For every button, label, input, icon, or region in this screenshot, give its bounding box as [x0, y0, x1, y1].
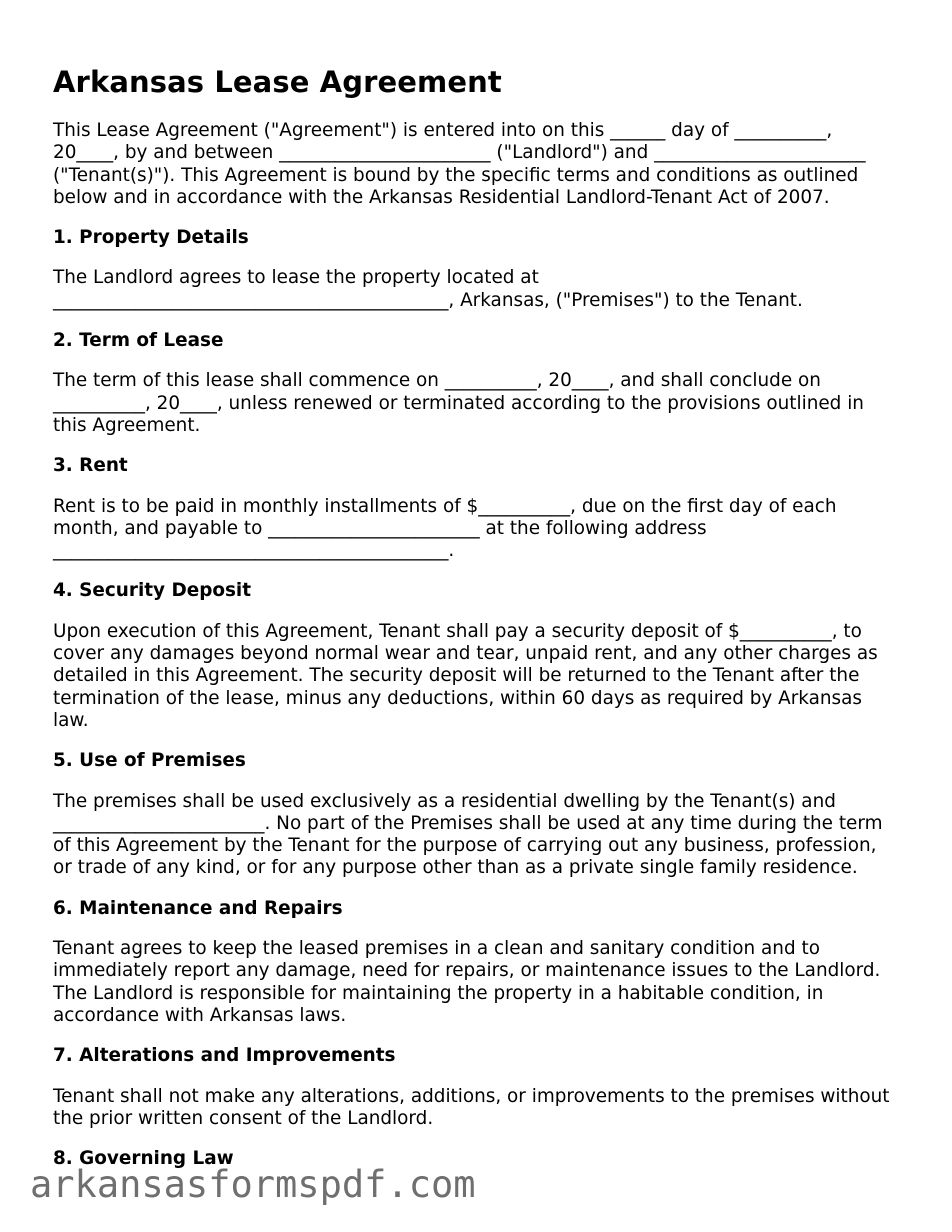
section-body-property-details: The Landlord agrees to lease the property located at ___________________________________________, Arkansas, ("Premises") to the Tenant. — [53, 267, 803, 311]
section-body-term-of-lease: The term of this lease shall commence on __________, 20____, and shall conclude on __________, 20____, unless renewed or terminated according to the provisions outlined in this Agreement. — [53, 370, 864, 436]
watermark-text: arkansasformspdf.com — [30, 1163, 476, 1206]
section-heading-property-details: 1. Property Details — [53, 227, 249, 249]
section-body-use-of-premises: The premises shall be used exclusively as a residential dwelling by the Tenant(s) and _______________________. No part of the Premises shall be used at any time during the term of this Agreement by the Tenant for the purpose of carrying out any business, profession, or trade of any kind, or for any purpose other than as a private single family residence. — [53, 790, 883, 879]
section-heading-maintenance-and-repairs: 6. Maintenance and Repairs — [53, 897, 343, 919]
section-heading-alterations: 7. Alterations and Improvements — [53, 1045, 396, 1067]
section-heading-security-deposit: 4. Security Deposit — [53, 580, 252, 602]
section-body-alterations: Tenant shall not make any alterations, additions, or improvements to the premises without the prior written consent of the Landlord. — [53, 1085, 890, 1129]
section-body-rent: Rent is to be paid in monthly installments of $__________, due on the first day of each month, and payable to _______________________ at the following address ___________________________________________. — [53, 495, 837, 562]
section-body-security-deposit: Upon execution of this Agreement, Tenant shall pay a security deposit of $__________, to cover any damages beyond normal wear and tear, unpaid rent, and any other charges as detailed in this Agreement. The security deposit will be returned to the Tenant after the termination of the lease, minus any deductions, within 60 days as required by Arkansas law. — [53, 620, 878, 731]
section-heading-governing-law: 8. Governing Law — [53, 1148, 234, 1170]
section-heading-rent: 3. Rent — [53, 455, 128, 477]
section-heading-use-of-premises: 5. Use of Premises — [53, 750, 246, 772]
intro-paragraph: This Lease Agreement ("Agreement") is entered into on this ______ day of __________, 20____, by and between _______________________ ("Landlord") and _______________________ ("Tenant(s)"). This Agreement is bound by the specific terms and conditions as outlined below and in accordance with the Arkansas Residential Landlord-Tenant Act of 2007. — [53, 120, 866, 208]
document-title: Arkansas Lease Agreement — [53, 65, 502, 99]
section-heading-term-of-lease: 2. Term of Lease — [53, 330, 224, 352]
section-body-maintenance-and-repairs: Tenant agrees to keep the leased premises in a clean and sanitary condition and to immediately report any damage, need for repairs, or maintenance issues to the Landlord. The Landlord is responsible for maintaining the property in a habitable condition, in accordance with Arkansas laws. — [53, 938, 881, 1026]
document-page — [53, 62, 913, 1188]
